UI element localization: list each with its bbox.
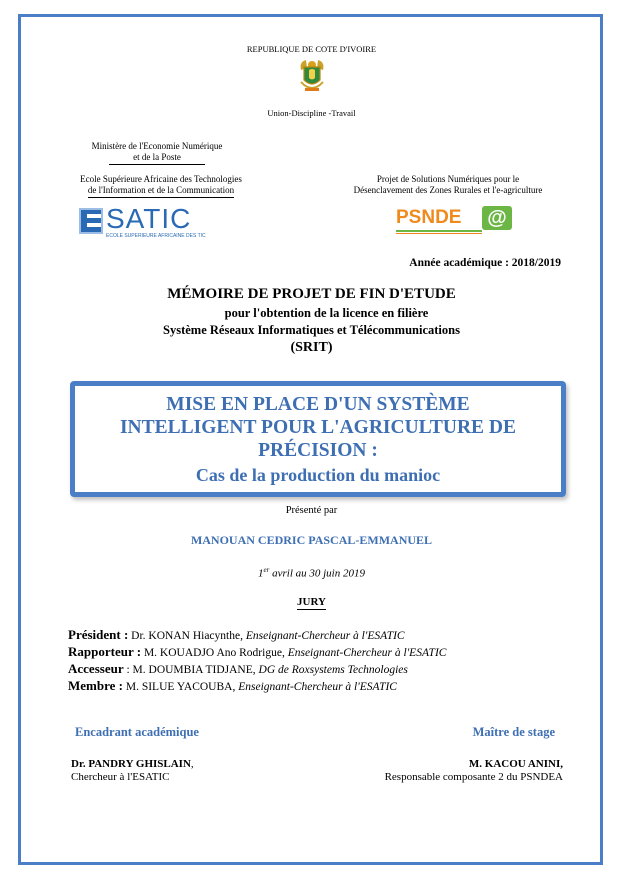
thesis-title-line2: INTELLIGENT POUR L'AGRICULTURE DE <box>119 417 517 438</box>
internship-supervisor <box>385 758 563 784</box>
thesis-subtitle: Cas de la production du manioc <box>195 465 441 485</box>
esatic-e-mark <box>79 208 103 234</box>
thesis-title-line1: MISE EN PLACE D'UN SYSTÈME <box>166 394 470 415</box>
jury-member: Président : Dr. KONAN Hiacynthe, Enseignant-Chercheur à l'ESATIC <box>68 627 405 642</box>
psnde-logo-text: PSNDE <box>396 207 462 228</box>
coat-of-arms-emblem <box>297 58 327 94</box>
project-line2: Désenclavement des Zones Rurales et l'e-agriculture <box>353 185 543 195</box>
jury-heading: JURY <box>297 596 326 608</box>
psnde-logo <box>396 207 516 237</box>
jury-member: Membre : M. SILUE YACOUBA, Enseignant-Chercheur à l'ESATIC <box>68 678 397 693</box>
internship-supervisor-role: Responsable composante 2 du PSNDEA <box>384 771 563 783</box>
jury-member: Accesseur : M. DOUMBIA TIDJANE, DG de Roxsystems Technologies <box>68 661 408 676</box>
esatic-logo <box>79 203 229 242</box>
internship-dates: 1er avril au 30 juin 2019 <box>258 566 365 580</box>
memoire-program-code: (SRIT) <box>290 340 333 355</box>
academic-year: Année académique : 2018/2019 <box>409 257 561 269</box>
thesis-title-line3: PRÉCISION : <box>258 440 378 461</box>
esatic-logo-text: SATIC <box>106 203 192 234</box>
ministry-line1: Ministère de l'Economie Numérique <box>91 141 223 151</box>
internship-supervisor-label: Maître de stage <box>472 725 555 739</box>
memoire-title: MÉMOIRE DE PROJET DE FIN D'ETUDE <box>167 286 456 302</box>
project-line1: Projet de Solutions Numériques pour le <box>376 174 520 184</box>
academic-supervisor: Dr. PANDRY GHISLAIN, Chercheur à l'ESATIC <box>71 758 194 783</box>
esatic-logo-subtitle: ECOLE SUPERIEURE AFRICAINE DES TIC <box>106 233 206 239</box>
psnde-at-badge: @ <box>482 206 512 230</box>
author-name: MANOUAN CEDRIC PASCAL-EMMANUEL <box>190 533 433 547</box>
school-line2: de l'Information et de la Communication <box>88 185 234 198</box>
memoire-program: Système Réseaux Informatiques et Télécommunications <box>163 323 460 337</box>
national-motto: Union-Discipline -Travail <box>267 108 356 118</box>
school-line1: Ecole Supérieure Africaine des Technologies <box>80 174 242 184</box>
psnde-underline <box>396 230 482 232</box>
academic-supervisor-name: Dr. PANDRY GHISLAIN <box>71 758 191 770</box>
country-name: REPUBLIQUE DE COTE D'IVOIRE <box>246 44 377 54</box>
academic-supervisor-label: Encadrant académique <box>75 725 199 739</box>
jury-list <box>68 627 588 695</box>
jury-member: Rapporteur : M. KOUADJO Ano Rodrigue, Enseignant-Chercheur à l'ESATIC <box>68 644 447 659</box>
academic-supervisor-role: Chercheur à l'ESATIC <box>71 771 170 783</box>
internship-supervisor-name: M. KACOU ANINI, <box>468 758 563 770</box>
ministry-line2: et de la Poste <box>109 152 205 165</box>
memoire-purpose: pour l'obtention de la licence en filière <box>224 306 429 320</box>
presented-by-label: Présenté par <box>285 505 338 516</box>
